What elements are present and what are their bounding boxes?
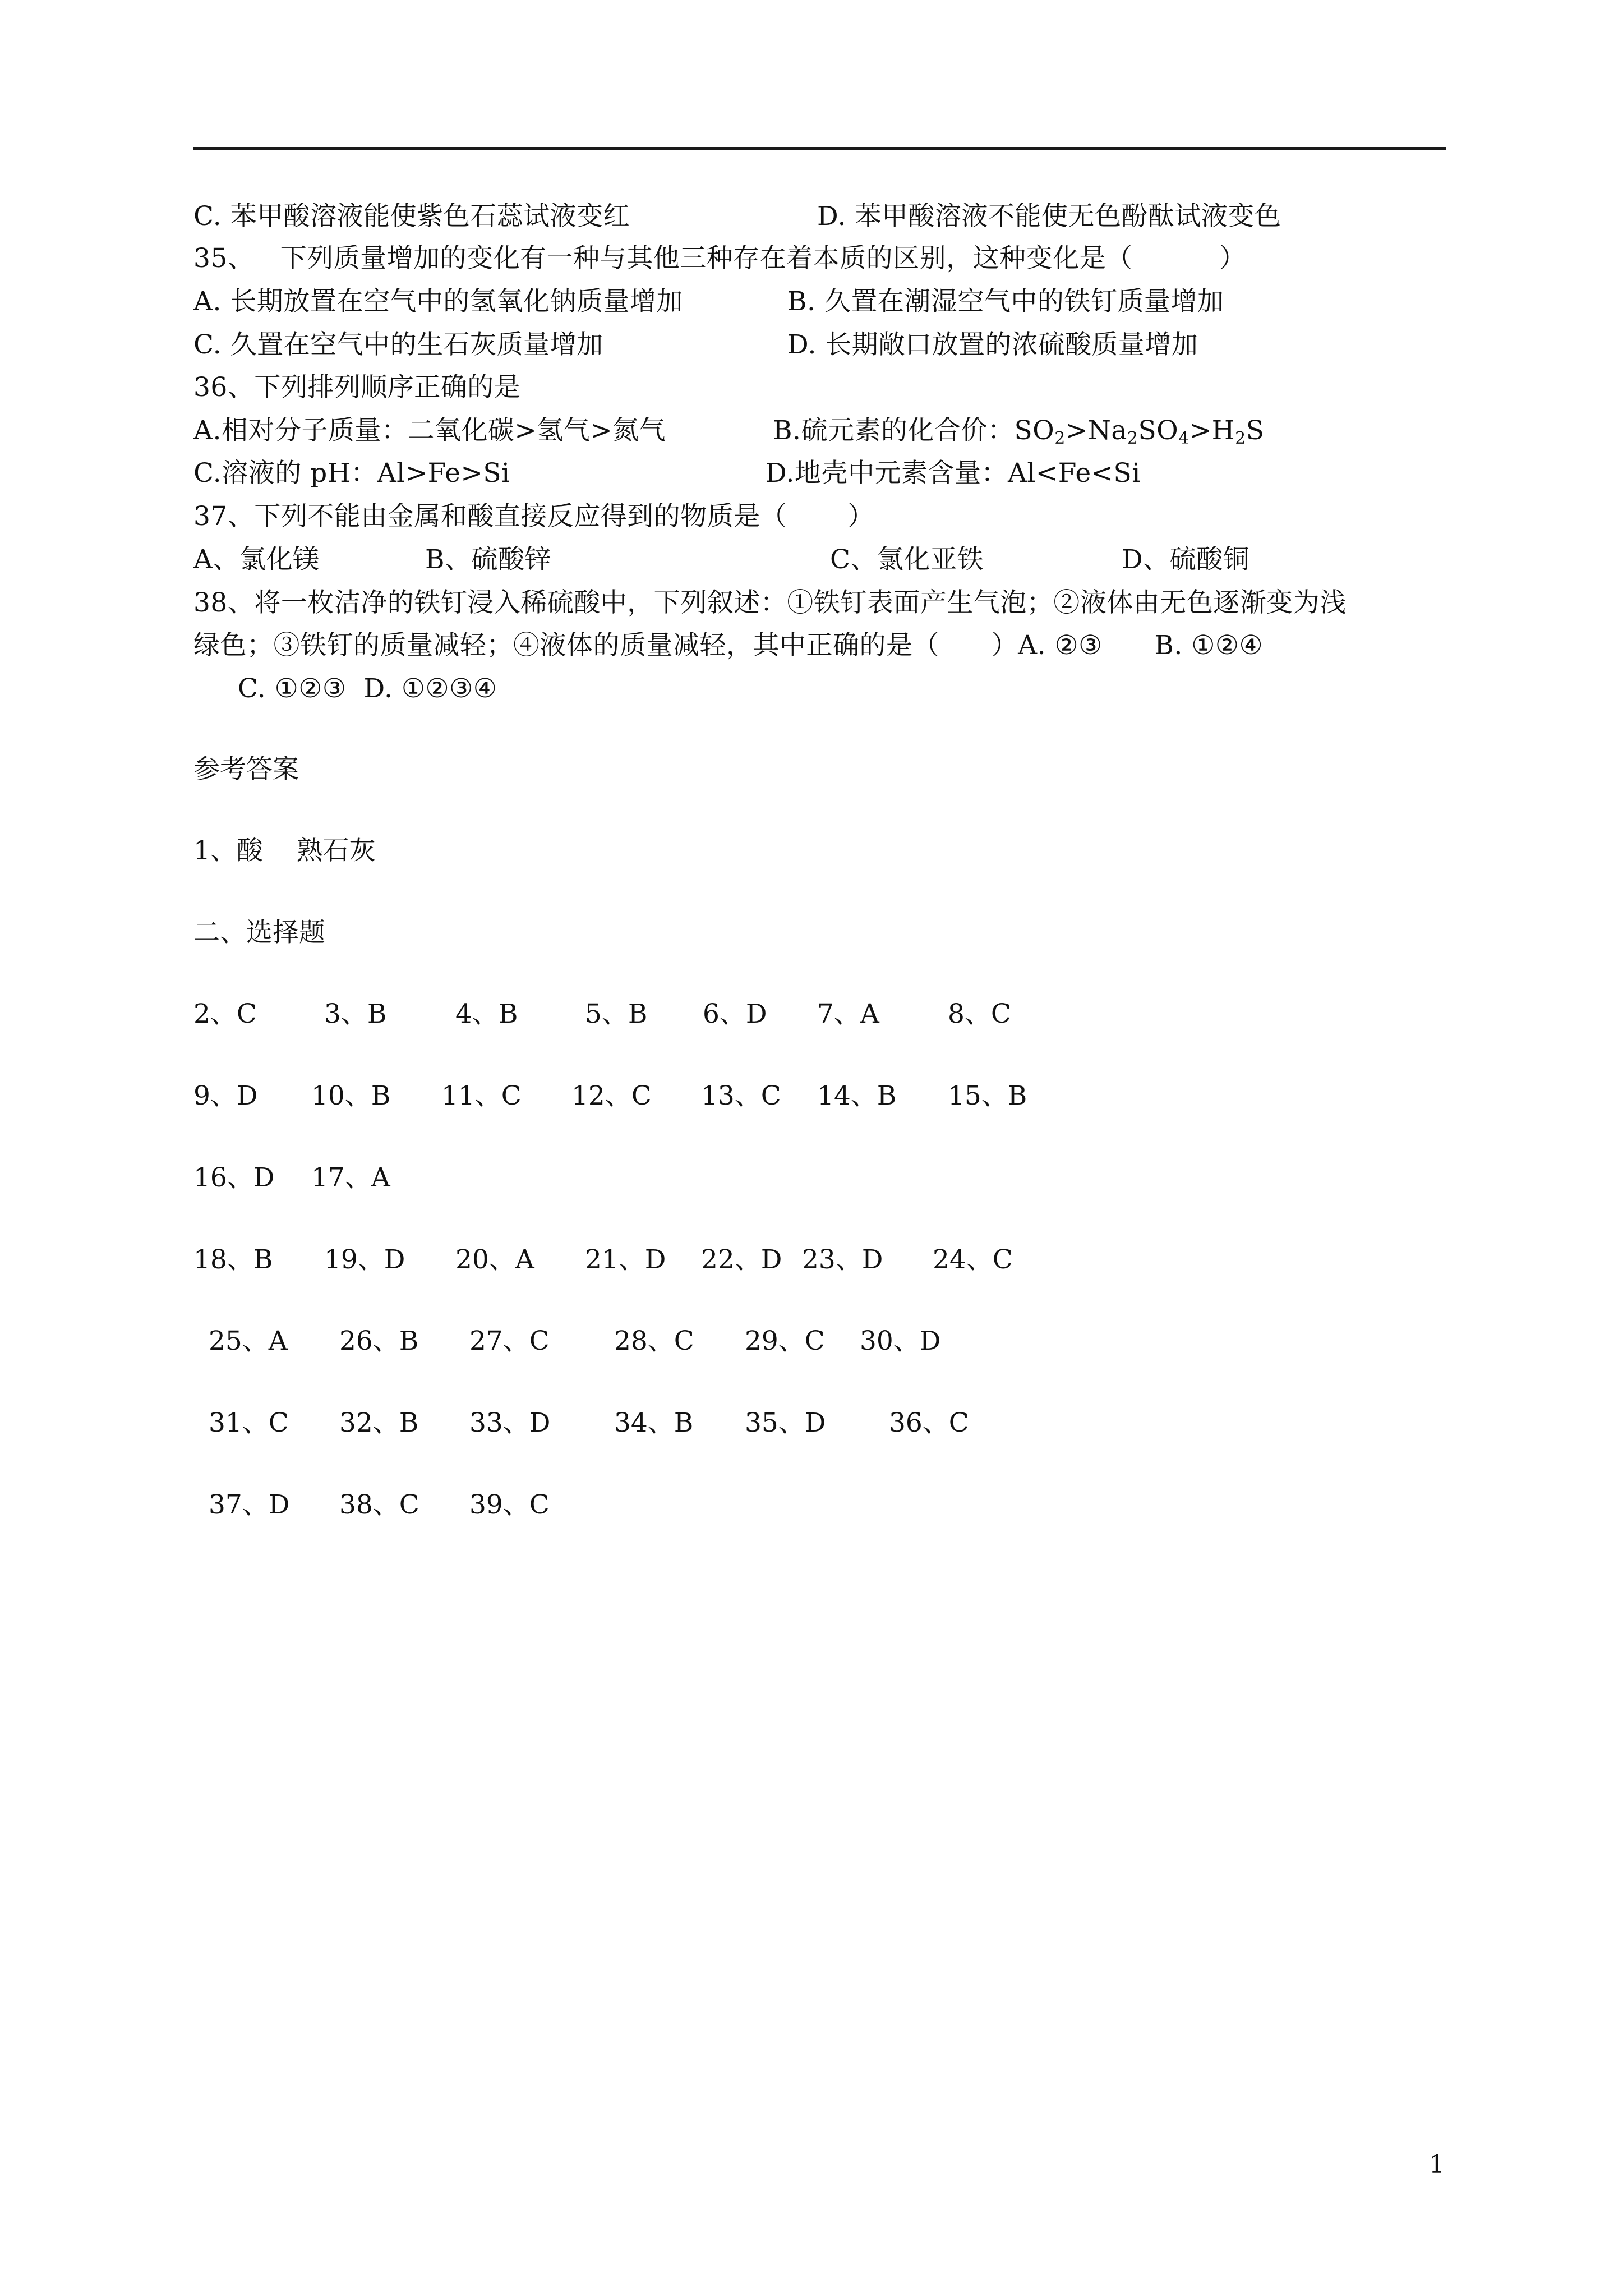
q37-option-a: A、氯化镁 xyxy=(193,544,320,575)
q37-option-d: D、硫酸铜 xyxy=(1122,544,1250,575)
answer-item: 26、B xyxy=(339,1326,419,1356)
page-number: 1 xyxy=(1429,2150,1445,2179)
answer-item: 23、D xyxy=(802,1244,883,1275)
answer-item: 37、D xyxy=(209,1489,290,1520)
q36-stem: 36、下列排列顺序正确的是 xyxy=(193,372,521,403)
answer-item: 17、A xyxy=(311,1162,390,1193)
subscript: 2 xyxy=(1127,429,1138,448)
answer-item: 30、D xyxy=(860,1326,941,1356)
answer-item: 33、D xyxy=(469,1407,551,1438)
answers-heading: 参考答案 xyxy=(193,754,299,785)
answer-item: 38、C xyxy=(339,1489,419,1520)
answer-item: 13、C xyxy=(701,1080,781,1111)
q36-b-text: B.硫元素的化合价：SO xyxy=(773,415,1055,446)
q36-option-a: A.相对分子质量：二氧化碳>氢气>氮气 xyxy=(193,415,666,446)
answer-item: 9、D xyxy=(193,1080,258,1111)
q35-stem: 35、 下列质量增加的变化有一种与其他三种存在着本质的区别，这种变化是（ ） xyxy=(193,243,1246,274)
q36-option-c: C.溶液的 pH：Al>Fe>Si xyxy=(193,458,510,489)
q35-option-c: C. 久置在空气中的生石灰质量增加 xyxy=(193,329,603,360)
subscript: 2 xyxy=(1054,429,1066,448)
q35-option-a: A. 长期放置在空气中的氢氧化钠质量增加 xyxy=(193,286,683,317)
answer-item: 12、C xyxy=(571,1080,652,1111)
answer-item: 6、D xyxy=(703,999,767,1029)
answer-item: 11、C xyxy=(441,1080,522,1111)
q36-b-text: SO xyxy=(1138,415,1179,446)
q36-option-d: D.地壳中元素含量：Al<Fe<Si xyxy=(766,458,1141,489)
answer-item: 29、C xyxy=(745,1326,825,1356)
answer-item: 36、C xyxy=(889,1407,969,1438)
q37-stem: 37、下列不能由金属和酸直接反应得到的物质是（ ） xyxy=(193,501,874,532)
subscript: 2 xyxy=(1235,429,1246,448)
q36-b-text: >Na xyxy=(1065,415,1127,446)
answer-item: 25、A xyxy=(209,1326,288,1356)
answer-item: 32、B xyxy=(339,1407,419,1438)
q36-b-text: >H xyxy=(1189,415,1235,446)
answer-item: 18、B xyxy=(193,1244,273,1275)
q38-line-3: C. ①②③ D. ①②③④ xyxy=(238,673,497,704)
answer-item: 27、C xyxy=(469,1326,550,1356)
answer-item: 21、D xyxy=(585,1244,666,1275)
q36-b-text: S xyxy=(1246,415,1265,446)
subscript: 4 xyxy=(1178,429,1189,448)
answer-item: 34、B xyxy=(614,1407,694,1438)
q36-option-b xyxy=(773,414,1264,448)
answer-item: 24、C xyxy=(933,1244,1013,1275)
header-rule xyxy=(193,147,1446,150)
answer-item: 22、D xyxy=(701,1244,782,1275)
answer-item: 15、B xyxy=(948,1080,1027,1111)
q34-option-c: C. 苯甲酸溶液能使紫色石蕊试液变红 xyxy=(193,201,630,232)
q38-line-2: 绿色；③铁钉的质量减轻；④液体的质量减轻，其中正确的是（ ）A. ②③ B. ①②④ xyxy=(193,630,1264,661)
q37-option-c: C、氯化亚铁 xyxy=(830,544,984,575)
answer-fill-in: 1、酸 熟石灰 xyxy=(193,835,376,866)
answer-item: 8、C xyxy=(948,999,1011,1029)
answer-item: 35、D xyxy=(745,1407,826,1438)
answer-item: 39、C xyxy=(469,1489,550,1520)
q35-option-d: D. 长期敞口放置的浓硫酸质量增加 xyxy=(787,329,1198,360)
answer-item: 4、B xyxy=(455,999,518,1029)
answer-item: 5、B xyxy=(585,999,648,1029)
answer-item: 2、C xyxy=(193,999,257,1029)
answer-item: 14、B xyxy=(817,1080,897,1111)
answer-item: 10、B xyxy=(311,1080,391,1111)
q35-option-b: B. 久置在潮湿空气中的铁钉质量增加 xyxy=(787,286,1224,317)
section-title: 二、选择题 xyxy=(193,917,325,948)
answer-item: 20、A xyxy=(455,1244,534,1275)
answer-item: 16、D xyxy=(193,1162,275,1193)
answer-item: 19、D xyxy=(324,1244,405,1275)
q34-option-d: D. 苯甲酸溶液不能使无色酚酞试液变色 xyxy=(817,201,1281,232)
answer-item: 28、C xyxy=(614,1326,694,1356)
answer-item: 7、A xyxy=(817,999,879,1029)
q37-option-b: B、硫酸锌 xyxy=(425,544,552,575)
answer-item: 3、B xyxy=(324,999,387,1029)
q38-line-1: 38、将一枚洁净的铁钉浸入稀硫酸中，下列叙述：①铁钉表面产生气泡；②液体由无色逐渐变为浅 xyxy=(193,587,1347,618)
answer-item: 31、C xyxy=(209,1407,289,1438)
